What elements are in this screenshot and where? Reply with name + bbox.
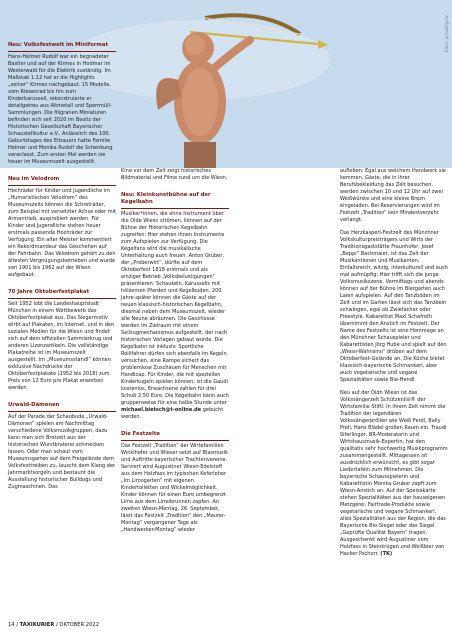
heading-oktoberfestplakat: 70 Jahre Oktoberfestplakat (8, 289, 116, 299)
paragraph: Das Herzkasperl-Festzelt des Münchner Volkskulturpreisträgers und Wirts der Traditionsgaststätte Fraunhofer, Josef „Beppi“ Bachmaier, ist das Zelt der Musikantinnen und Musikanten. Einfallsreich, witzig, interkulturell und auch mal aufmüpfig: Hier trifft sich die junge Volksmusikszene. Vormittags und abends können auf der Bühne im Biergarten auch Laien aufspielen. Auf den Tanzböden im Zelt und im Garten lässt sich das Tanzbein schwingen, egal ob Zwiefacher oder Freestyle. Kabarettist Maxl Schafroth übernimmt den Anstich im Festzelt. Der Name des Festzelts ist eine Hommage an den Münchner Schauspieler und Kabarettisten Jörg Hube und spielt auf den „Wiesn-Wahnsinn“ drüben auf dem Oktoberfest-Gelände an. Die Küche bietet klassisch-bayerische Schmankerl, aber auch vegetarische und vegane Spezialitäten sowie Bio-Hendl. (340, 230, 448, 383)
paragraph: Auf der Parade der Schaubude „Urwald-Dämonen“ spielen am Nachmittag verschiedene Volksmusikgruppen, dazu kann man sich Brotzeit aus der historischen Wurstbraterei schmecken lassen. Oder man schaut vom Museumsgarten auf dem Freigelände dem Volksfesttreiben zu, lauscht dem Klang der Jahrmarktsorgeln und bestaunt die Ausstellung historischer Bulldogs und Zugmaschinen. Das (8, 414, 116, 490)
heading-volksfestwelt: Neu: Volksfestwelt im Miniformat (8, 42, 116, 52)
paragraph: Hochräder für Kinder und Jugendliche im „Humoristischen Velodrom“ des Museumszelts können die Schreträder, zum Beispiel mit versetzter Achse oder mit Armantrieb, ausprobiert werden. Für Kinder und Jugendliche stehen heuer erstmals passende Hochräder zur Verfügung. Ein alter Meister kommentiert ein Rekordmandeur das Geschehen auf der Fahrbahn. Das Velodrom gehört zu den ältesten Vergnügungsbetrieben und wurde von 1901 bis 1962 auf der Wiesn aufgebaut. (8, 188, 116, 278)
page-number: 14 (8, 622, 15, 628)
page-footer: 14 / TAXIKURIER / OKTOBER 2022 (8, 622, 100, 628)
author-signature: (TK) (380, 551, 393, 557)
column-2 (121, 168, 229, 534)
column-3 (340, 168, 448, 558)
paragraph: Musiker*innen, die ohne Instrument über die Olde Wiesn strömen, können auf der Bühne der Historischen Kegelbahn zugreifen: Hier stehen ihnen Instrumente zum Aufspielen zur Verfügung. Die Kegelfans wird die musikalische Unterhaltung auch freuen. Anton Gruber, der „Proberwirt“, dürfte auf dem Oktoberfest 1818 erstmals und als einziger Betrieb „Volksbelustigungen“ präsentieren: Schaukeln, Karussells mit hölzernen Pferden und Kegelbuden. 200 Jahre später können die Gäste auf der neuen klassisch-historischen Kegelbahn, diesmal neben dem Museumszelt, wieder alle Neune abräumen. Die Geschosse werden im Zielraum mit einem Seilzugmechanismus aufgestellt, der nach historischen Vorlagen gebaut wurde. Die Kegelbahn ist inklusiv: Sportliche Rollifahrer dürfen sich ebenfalls im Kegeln versuchen, eine Rampe sichert das problemlose Zuschauen für Menschen mit Handicap. Für Kinder, die mit speziellen Kinderkugeln spielen können, ist die Gaudi kostenlos, Erwachsene zahlen für drei Schub 2,50 Euro. Die Kegelbahn kann auch gruppenweise für eine halbe Stunde unter michael.bietsch@t-online.de gebucht werden. (121, 211, 229, 420)
heading-urwald-daemonen: Urwald-Dämonen (8, 402, 116, 412)
paragraph: aufleben: Egal aus welchem Handwerk sie kommen, Gäste, die in ihrer Berufsbekleidung das Zelt besuchen, werden zwischen 10 und 12 Uhr auf zwei Weißwürste und eine kleine Brezn eingeladen. Bei Reservierungen wird im Festzelt „Tradition“ kein Mindestverzehr verlangt. (340, 168, 446, 223)
paragraph: Seit 1952 lobt die Landeshauptstadt München in einem Wettbewerb das Oktoberfestplakat aus. Das Siegermotiv wirbt auf Plakaten, im Internet, und in den sozialen Medien für die Wiesn und findet sich auf dem offiziellen Sammlerkrug und anderen Lizenzartikeln. Die vollständige Plakatreihe ist im Museumszelt ausgestellt. Im „Museumsstandl“ können exklusive Nachdrucke der Oktoberfestplakate (1952 bis 2018) zum Preis von 12 Euro pro Plakat erworben werden. (8, 301, 115, 391)
contact-email-link[interactable]: michael.bietsch@t-online.de (121, 407, 202, 413)
magazine-name: TAXIKURIER (19, 622, 55, 628)
heading-festzelte: Die Festzelte (121, 431, 229, 441)
heading-velodrom: Neu im Velodrom (8, 176, 116, 186)
photo-credit: Foto: privat/priv. (444, 14, 449, 53)
column-1 (8, 42, 116, 491)
heading-kleinkunstbuehne: Neu: Kleinkunstbühne auf der Kegelbahn (121, 192, 229, 209)
paragraph: Das Festzelt „Tradition“ der Wirtefamilien Winklhofer und Wieser setzt auf Blasmusik und Auftritte bayerischer Trachtenvereine. Serviert wird Augustiner Wiesn-Edelstoff aus dem Holzfass im typischen Keferloher „Im Limogarten“ mit eigenen Kindertoiletten und Wickelmöglichkeit. Kinder können für einen Euro umbegrenzt Limo aus dem Limobrunnen zapfen. An zweiten Wiesn-Montag, 26. September, lässt das Festzelt „Tradition“ den „Maurer-Montag“ vergangener Tage als „Handwerker-Montag“ wieder (121, 443, 228, 533)
issue-date: / OKTOBER 2022 (54, 622, 100, 628)
paragraph: Kino vor dem Zelt zeigt historisches Bildmaterial und Filme rund um die Wiesn. (121, 168, 228, 181)
paragraph: Neu auf der Oidn Wiesn ist das Volkssängerzelt Schützenlisl® der Wirtsfamilie Stiftl. In ihrem Zelt nimmt die Tradition der legendären Volkssängerpröllen wie Weiß Ferdl, Bally Prell, Hans Blädel großen Raum ein. Traudi Siferlinger, BR-Moderatorin und Wirtshausmusik-Expertin, hat den qualitativ sehr hochwertig Musikprogramm zusammengestellt. Mittagessen ist ausdrücklich erwünscht, es gibt sogar Liedertafeln zum Mitnehmen. Die bayerische Schausspielerin und Kabarettistin Monika Gruber zapft zum Wiesn-Anstich an. Auf der Speisekarte stehen Spezialitäten aus der hauseigenen Metzgerei, Fairtrade-Produkte sowie vegetarische und vegane Schmankerl, alles Spezialitäten aus der Region, die das Bayerische Bio-Siegel oder das Siegel „Geprüfte Qualität Bayern“ tragen. Ausgeschenkt wird Augustiner vom Holzfass in Steinkrügen und Weißbier von Hacker Pschorr. (TK) (340, 390, 448, 557)
paragraph: Hans-Helmer Rudolf war ein begnadeter Bastler und auf der Kirmes in Hodmar im Westerwald für die Elektrik zuständig. Im Maßstab 1:12 hat er die Highlights „seiner“ Kirmes nachgebaut. 15 Modelle, vom Riesenrad bis hin zum Kinderkarussell, rekonstruierte er detailgetreu aus Altmetall und Sperrmüll-Sammlungen. Die filigranen Miniaturen befinden sich seit 2020 im Besitz der Historischen Gesellschaft Bayerischer Schaustellkultur e.V.. Anlässlich des 100. Geburtstages des Erbauers hatte Familie Helmer und Monika Rudolf die Schenkung veranlasst. Zum ersten Mal werden sie heuer im Museumszelt ausgestellt. (8, 54, 113, 165)
